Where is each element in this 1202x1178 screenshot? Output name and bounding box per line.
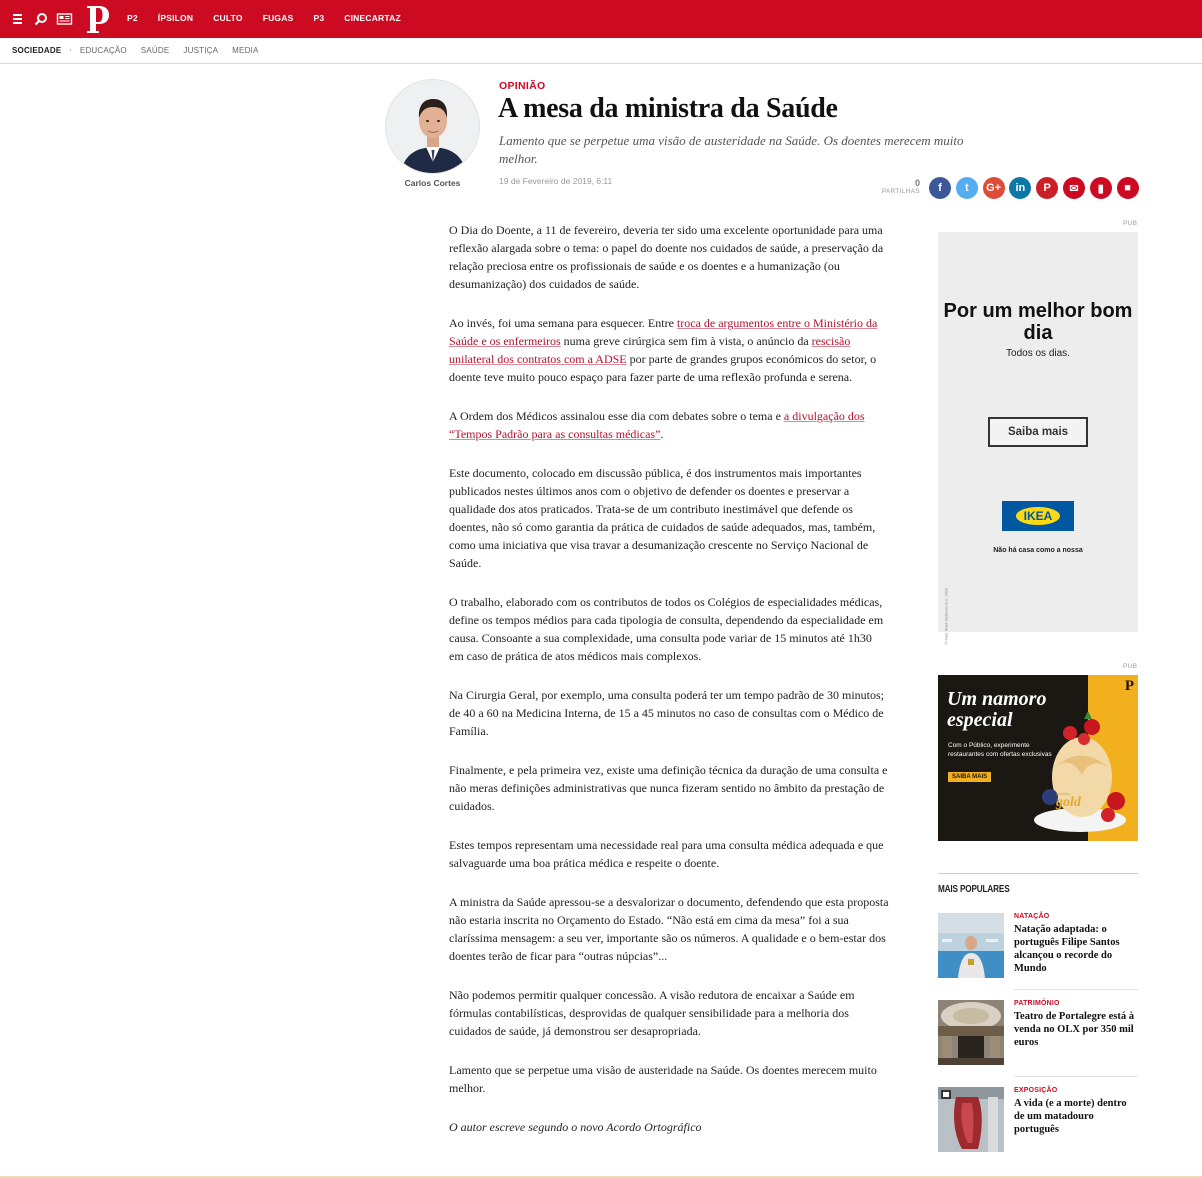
- ad-label: PUB: [1123, 663, 1138, 670]
- nav-item-fugas[interactable]: FUGAS: [262, 13, 294, 23]
- paragraph-text: .: [660, 427, 664, 441]
- article-kicker[interactable]: OPINIÃO: [499, 80, 546, 92]
- gold-ad[interactable]: [938, 675, 1138, 841]
- popular-title-link[interactable]: A vida (e a morte) dentro de um matadouro português: [1014, 1098, 1127, 1135]
- nav-item-p2[interactable]: P2: [127, 13, 138, 23]
- paragraph: O trabalho, elaborado com os contributos de todos os Colégios de especialidades médicas, define os tempos médios para cada tipologia de consulta, dependendo da especialidade em causa. Consoante a sua complexidade, uma consulta pode variar de 15 minutos até 1h30 em caso de prática de atos médicos mais complexos.: [449, 595, 884, 663]
- paragraph: A ministra da Saúde apressou-se a desvalorizar o documento, defendendo que esta proposta não estaria inscrita no Orçamento do Estado. “Não está em cima da mesa” foi a sua claríssima mensagem: a seu ver, importante são os números. A qualidade e o bem-estar dos doentes terão de ficar para “outras núpcias”...: [449, 895, 889, 963]
- google-plus-icon[interactable]: G+: [983, 177, 1005, 199]
- share-count-label: PARTILHAS: [881, 188, 920, 195]
- breadcrumb-separator: ›: [69, 47, 72, 54]
- ad-legal: © Inter IKEA Systems B.V. 2019: [943, 587, 949, 645]
- comment-icon[interactable]: ■: [1117, 177, 1139, 199]
- section-nav-educacao[interactable]: EDUCAÇÃO: [79, 46, 127, 55]
- popular-item[interactable]: [938, 1087, 1138, 1153]
- popular-category[interactable]: PATRIMÓNIO: [1014, 1000, 1060, 1007]
- popular-title-link[interactable]: Teatro de Portalegre está à venda no OLX por 350 mil euros: [1014, 1011, 1134, 1048]
- twitter-icon[interactable]: t: [956, 177, 978, 199]
- popular-category[interactable]: NATAÇÃO: [1014, 913, 1050, 920]
- newspaper-icon[interactable]: [56, 11, 73, 27]
- nav-item-ipsilon[interactable]: ÍPSILON: [157, 13, 194, 23]
- ad-brand: gold: [1056, 795, 1081, 810]
- share-counter: [876, 178, 920, 195]
- popular-title-link[interactable]: Natação adaptada: o português Filipe Santos alcançou o recorde do Mundo: [1014, 924, 1120, 974]
- section-nav-saude[interactable]: SAÚDE: [140, 46, 170, 55]
- ikea-logo: [1002, 501, 1074, 531]
- article-link[interactable]: rescisão unilateral dos contratos com a ADSE: [449, 334, 851, 366]
- nav-item-p3[interactable]: P3: [313, 13, 325, 23]
- ad-subline: Todos os dias.: [1006, 348, 1070, 359]
- article-link[interactable]: a divulgação dos “Tempos Padrão para as consultas médicas”: [449, 409, 865, 441]
- search-icon[interactable]: [33, 11, 49, 27]
- paragraph: [449, 407, 889, 443]
- bookmark-icon[interactable]: ▮: [1090, 177, 1112, 199]
- article-link[interactable]: troca de argumentos entre o Ministério da Saúde e os enfermeiros: [449, 316, 878, 348]
- author-photo: [386, 80, 480, 174]
- article-body: [449, 221, 889, 1157]
- paragraph-text: A Ordem dos Médicos assinalou esse dia com debates sobre o tema e: [449, 409, 784, 423]
- popular-title: MAIS POPULARES: [938, 884, 1010, 895]
- ad-headline: Um namoro especial: [947, 688, 1047, 731]
- ikea-ad[interactable]: [938, 232, 1138, 645]
- nav-item-cinecartaz[interactable]: CINECARTAZ: [344, 13, 401, 23]
- paragraph: Finalmente, e pela primeira vez, existe uma definição técnica da duração de uma consulta e não meras definições administrativas que nunca fizeram sentido no âmbito da prestação de cuidados.: [449, 763, 888, 813]
- paragraph: O Dia do Doente, a 11 de fevereiro, deveria ter sido uma excelente oportunidade para uma reflexão alargada sobre o tema: o papel do doente nos cuidados de saúde, a preservação da relação preciosa entre os profissionais de saúde e os doentes e a humanização (ou desumanização) dos cuidados de saúde.: [449, 223, 884, 291]
- publico-mini-logo: P: [1124, 678, 1134, 694]
- ad-cta-button[interactable]: SAIBA MAIS: [948, 772, 991, 782]
- article-lead: Lamento que se perpetue uma visão de austeridade na Saúde. Os doentes merecem muito melhor.: [499, 133, 964, 166]
- popular-item[interactable]: [938, 1000, 1138, 1066]
- ikea-logo-text: IKEA: [1016, 507, 1061, 525]
- paragraph-text: numa greve cirúrgica sem fim à vista, o anúncio da: [560, 334, 812, 348]
- paragraph-text: Ao invés, foi uma semana para esquecer. Entre: [449, 316, 677, 330]
- facebook-icon[interactable]: f: [929, 177, 951, 199]
- section-nav-media[interactable]: MEDIA: [232, 46, 259, 55]
- author-note: O autor escreve segundo o novo Acordo Ortográfico: [449, 1120, 702, 1134]
- section-nav-sociedade[interactable]: SOCIEDADE: [12, 46, 62, 55]
- paragraph: Lamento que se perpetue uma visão de austeridade na Saúde. Os doentes merecem muito melhor.: [449, 1063, 877, 1095]
- share-count: 0: [914, 178, 920, 188]
- divider: [938, 873, 1138, 874]
- hamburger-icon[interactable]: [11, 11, 27, 27]
- popular-thumbnail[interactable]: [938, 1087, 1004, 1152]
- ad-tagline: Não há casa como a nossa: [993, 547, 1083, 554]
- linkedin-icon[interactable]: in: [1009, 177, 1031, 199]
- popular-thumbnail[interactable]: [938, 913, 1004, 978]
- author-name[interactable]: Carlos Cortes: [404, 178, 461, 188]
- author-avatar[interactable]: [385, 79, 480, 174]
- divider: [1014, 1076, 1138, 1077]
- pinterest-icon[interactable]: P: [1036, 177, 1058, 199]
- ad-cta-button[interactable]: Saiba mais: [988, 417, 1088, 447]
- divider: [1014, 989, 1138, 990]
- main-nav: [127, 13, 421, 23]
- section-nav: [0, 38, 1202, 64]
- paragraph: [449, 314, 889, 386]
- paragraph: Na Cirurgia Geral, por exemplo, uma consulta poderá ter um tempo padrão de 30 minutos; de 40 a 60 na Medicina Interna, de 15 a 45 minutos no caso de consultas com o Médico de Família.: [449, 688, 884, 738]
- ad-text: Com o Público, experimente restaurantes com ofertas exclusivas: [948, 742, 1052, 758]
- popular-thumbnail[interactable]: [938, 1000, 1004, 1065]
- top-bar: [0, 0, 1202, 38]
- paragraph: Este documento, colocado em discussão pública, é dos instrumentos mais importantes publicados nestes últimos anos com o objetivo de defender os doentes e preservar a qualidade dos atos praticados. Trata-se de um contributo inestimável que defende os doentes, não só como garantia da prática de cuidados de saúde adequados, mas, também, como uma iniciativa que visa travar a desumanização crescente no Serviço Nacional de Saúde.: [449, 466, 876, 570]
- ad-headline: Por um melhor bom dia: [943, 300, 1133, 344]
- article-date: 19 de Fevereiro de 2019, 6:11: [499, 176, 613, 186]
- share-buttons: [929, 177, 1143, 199]
- nav-item-culto[interactable]: CULTO: [213, 13, 243, 23]
- section-nav-justica[interactable]: JUSTIÇA: [183, 46, 219, 55]
- paragraph: Não podemos permitir qualquer concessão. A visão redutora de encaixar a Saúde em fórmulas contabilísticas, desprovidas de qualquer sensibilidade para a melhoria dos cuidados de saúde, já demonstrou ser desapropriada.: [449, 988, 855, 1038]
- email-icon[interactable]: ✉: [1063, 177, 1085, 199]
- ad-brand-small: correios: [1056, 791, 1071, 796]
- popular-category[interactable]: EXPOSIÇÃO: [1014, 1087, 1058, 1094]
- publico-logo[interactable]: [86, 4, 110, 34]
- paragraph-text: por parte de grandes grupos económicos do setor, o doente teve muito pouco espaço para fazer parte de uma reflexão profunda e serena.: [449, 352, 877, 384]
- article-title: A mesa da ministra da Saúde: [498, 93, 838, 124]
- ad-label: PUB: [1123, 220, 1138, 227]
- paragraph: Estes tempos representam uma necessidade real para uma consulta médica adequada e que salvaguarde uma boa prática médica e respeite o doente.: [449, 838, 884, 870]
- popular-item[interactable]: [938, 913, 1138, 979]
